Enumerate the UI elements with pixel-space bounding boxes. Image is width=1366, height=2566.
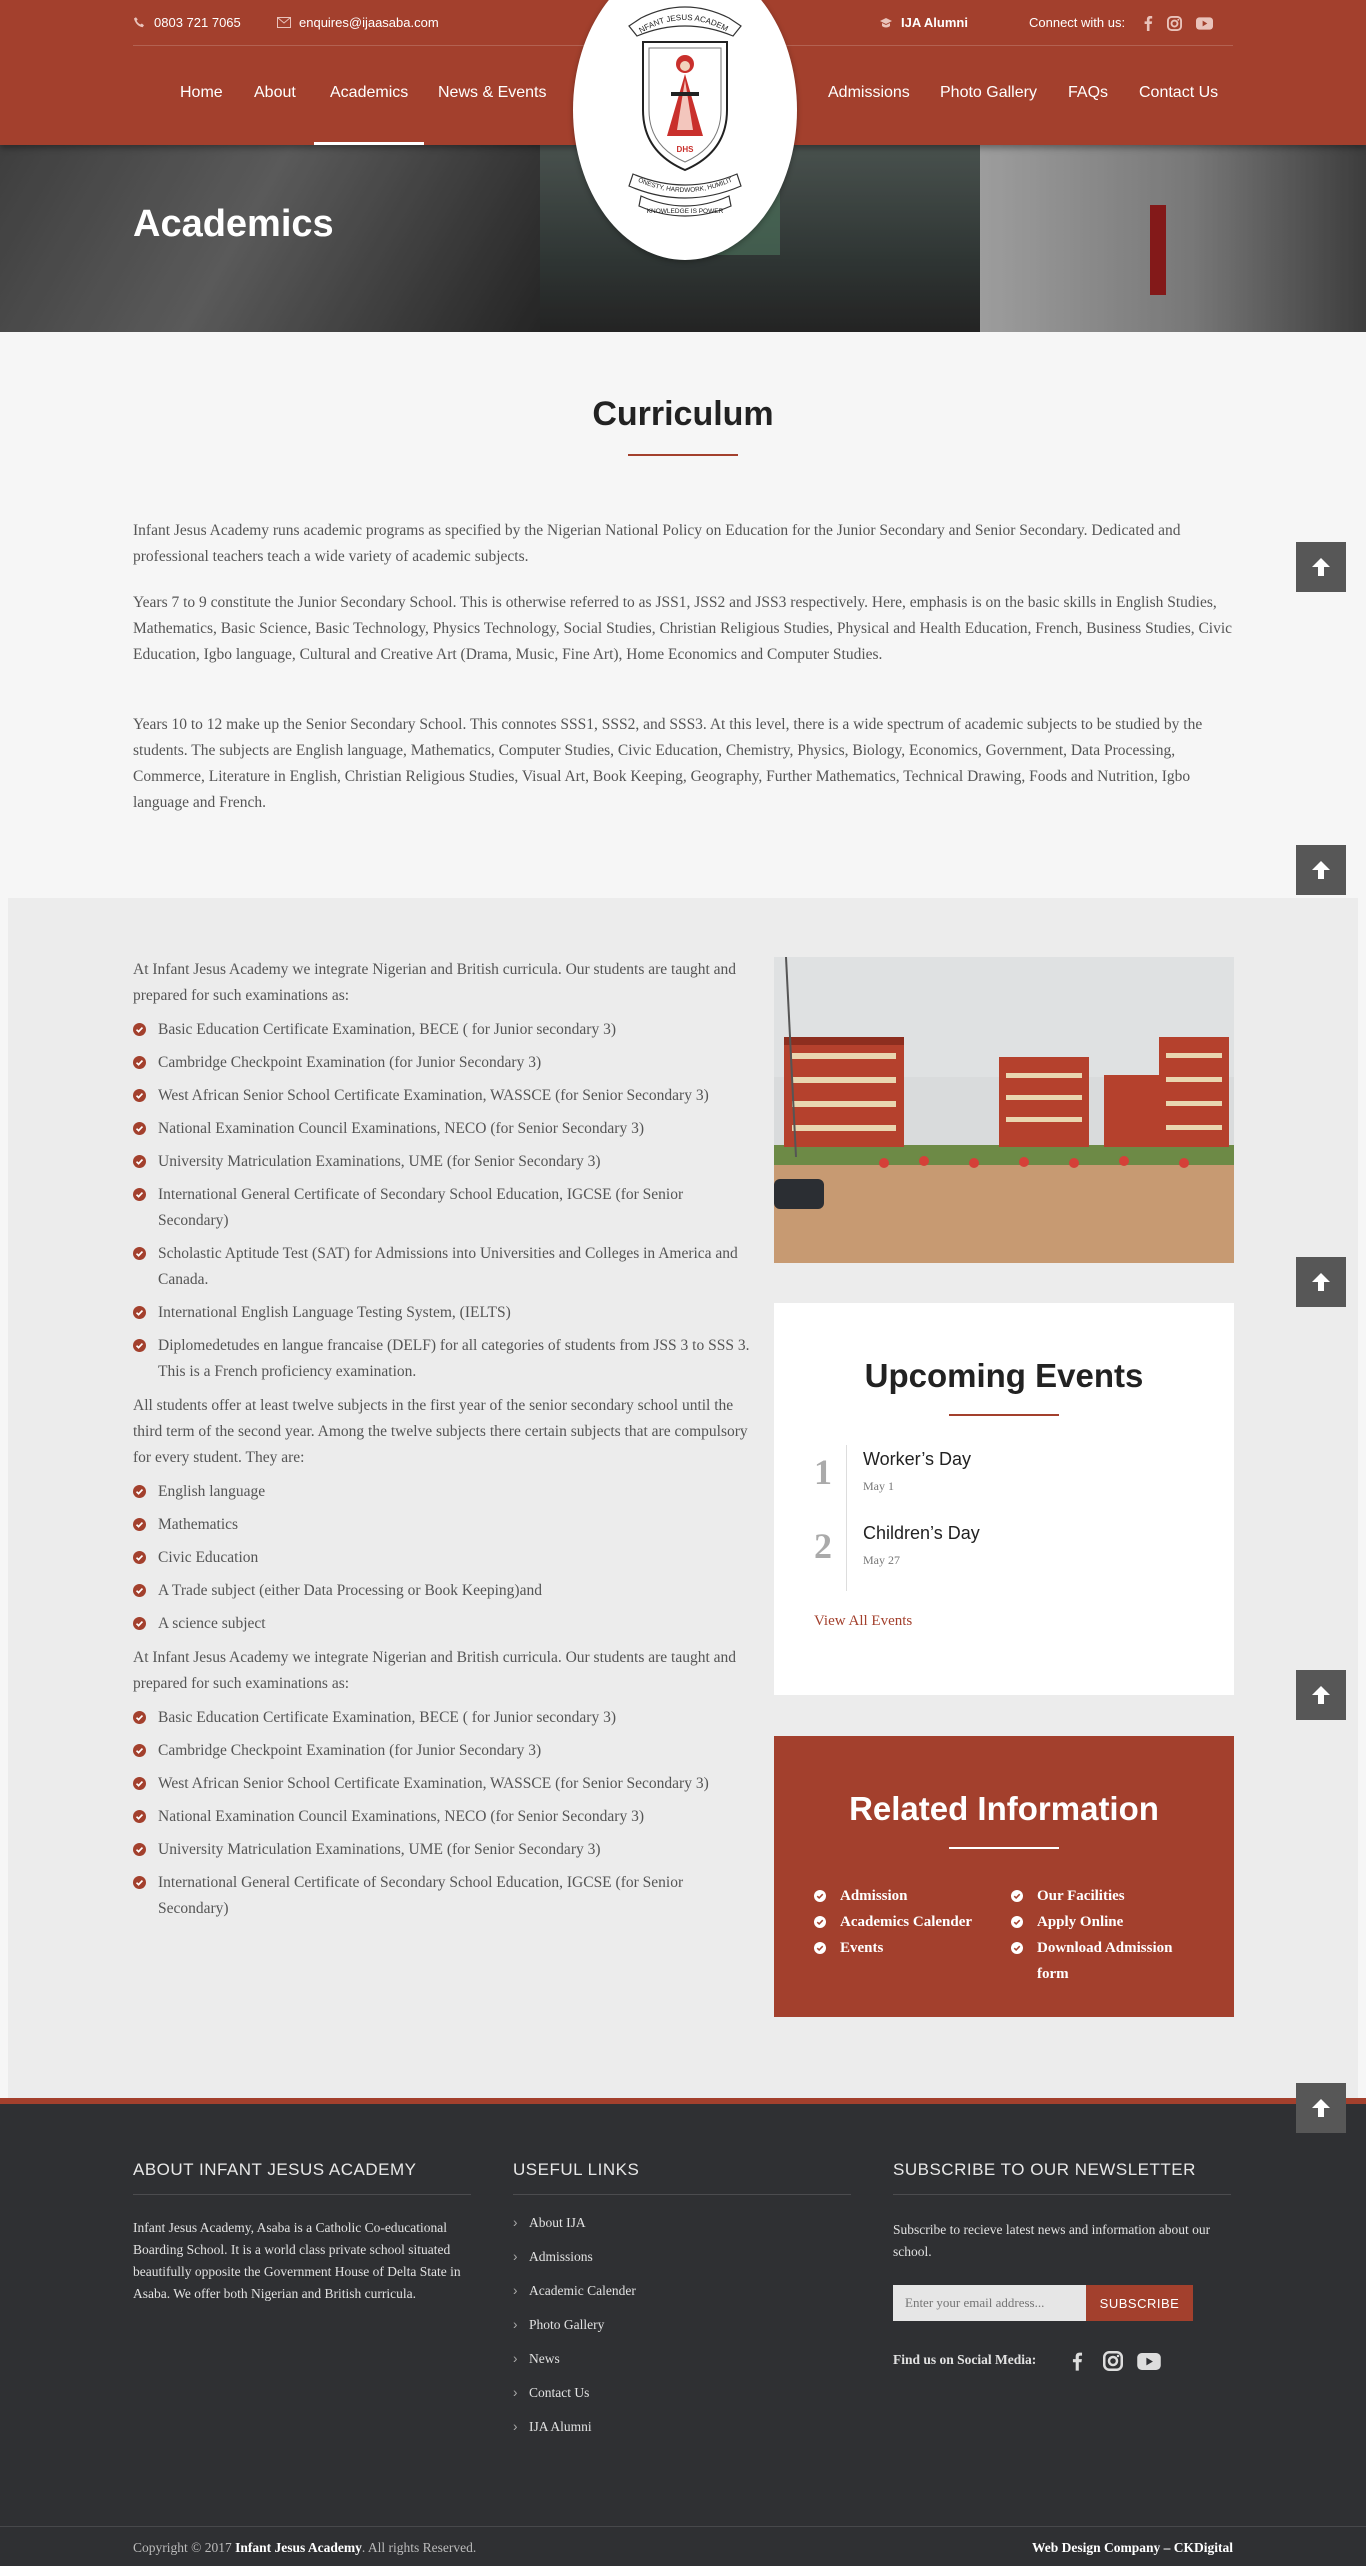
- check-circle-icon: [133, 1518, 146, 1531]
- list-item: Cambridge Checkpoint Examination (for Junior Secondary 3): [133, 1050, 753, 1076]
- scroll-top-button[interactable]: [1296, 1670, 1346, 1720]
- list-item: International General Certificate of Secondary School Education, IGCSE (for Senior Secondary): [133, 1870, 753, 1922]
- list-item: A science subject: [133, 1611, 753, 1637]
- list-item: West African Senior School Certificate Examination, WASSCE (for Senior Secondary 3): [133, 1083, 753, 1109]
- exams-list-2: [133, 1705, 753, 1922]
- list-item: Basic Education Certificate Examination, BECE ( for Junior secondary 3): [133, 1705, 753, 1731]
- chevron-right-icon: ›: [513, 2385, 518, 2400]
- footer-link-photo-gallery[interactable]: › Photo Gallery: [513, 2317, 605, 2332]
- check-circle-icon: [1011, 1916, 1023, 1928]
- related-link-academics-calender[interactable]: Academics Calender: [814, 1909, 1004, 1935]
- design-credit-link[interactable]: CKDigital: [1173, 2540, 1233, 2555]
- exams-intro-2: At Infant Jesus Academy we integrate Nigerian and British curricula. Our students are taught and prepared for such examinations as:: [133, 1649, 737, 1692]
- list-item: University Matriculation Examinations, UME (for Senior Secondary 3): [133, 1837, 753, 1863]
- scroll-top-button[interactable]: [1296, 845, 1346, 895]
- check-circle-icon: [133, 1485, 146, 1498]
- check-circle-icon: [133, 1023, 146, 1036]
- arrow-up-icon: [1310, 1271, 1332, 1293]
- curriculum-paragraph-1: Infant Jesus Academy runs academic programs as specified by the Nigerian National Policy on Education for the Junior Secondary and Senior Secondary. Dedicated and professional teachers teach a wide variety of academic subjects.: [133, 522, 1181, 565]
- social-links: [1143, 15, 1213, 31]
- related-title: Related Information: [849, 1790, 1159, 1827]
- subscribe-button[interactable]: SUBSCRIBE: [1086, 2285, 1193, 2321]
- nav-admissions[interactable]: Admissions: [828, 84, 910, 101]
- curriculum-paragraph-3: Years 10 to 12 make up the Senior Secondary School. This connotes SSS1, SSS2, and SSS3. At this level, there is a wide spectrum of academic subjects to be studied by the students. The subjects are English language, Mathematics, Computer Studies, Civic Education, Chemistry, Physics, Biology, Economics, Government, Data Processing, Commerce, Literature in English, Christian Religious Studies, Visual Art, Book Keeping, Geography, Further Mathematics, Technical Drawing, Foods and Nutrition, Igbo language and French.: [133, 716, 1203, 811]
- arrow-up-icon: [1310, 859, 1332, 881]
- facebook-icon[interactable]: [1071, 2351, 1083, 2376]
- arrow-up-icon: [1310, 2097, 1332, 2119]
- check-circle-icon: [133, 1188, 146, 1201]
- copyright-link[interactable]: Infant Jesus Academy: [235, 2540, 362, 2555]
- event-name[interactable]: Worker’s Day: [863, 1449, 972, 1469]
- check-circle-icon: [133, 1122, 146, 1135]
- check-circle-icon: [133, 1584, 146, 1597]
- arrow-up-icon: [1310, 556, 1332, 578]
- phone-icon: [133, 16, 146, 29]
- view-all-events-link[interactable]: View All Events: [814, 1613, 913, 1629]
- check-circle-icon: [133, 1617, 146, 1630]
- facebook-icon[interactable]: [1143, 15, 1153, 31]
- copyright: Copyright © 2017 Infant Jesus Academy. All rights Reserved.: [133, 2540, 477, 2555]
- related-link-admission[interactable]: Admission: [814, 1883, 1004, 1909]
- logo-motto-2: KNOWLEDGE IS POWER: [646, 208, 724, 215]
- scroll-top-button[interactable]: [1296, 1257, 1346, 1307]
- list-item: Mathematics: [133, 1512, 753, 1538]
- chevron-right-icon: ›: [513, 2283, 518, 2298]
- scroll-top-button[interactable]: [1296, 2083, 1346, 2133]
- email-contact[interactable]: [277, 15, 439, 30]
- email-icon: [277, 17, 291, 28]
- curriculum-title: Curriculum: [592, 395, 774, 433]
- chevron-right-icon: ›: [513, 2351, 518, 2366]
- check-circle-icon: [814, 1916, 826, 1928]
- related-title-underline: [949, 1847, 1059, 1849]
- list-item: National Examination Council Examinations, NECO (for Senior Secondary 3): [133, 1116, 753, 1142]
- check-circle-icon: [133, 1306, 146, 1319]
- newsletter-form: [893, 2285, 1193, 2321]
- title-underline: [628, 454, 738, 456]
- events-title: Upcoming Events: [864, 1357, 1144, 1394]
- compulsory-list: [133, 1479, 753, 1637]
- list-item: A Trade subject (either Data Processing or Book Keeping)and: [133, 1578, 753, 1604]
- compulsory-intro: All students offer at least twelve subjects in the first year of the senior secondary school until the third term of the second year. Among the twelve subjects there certain subjects that are compulsory for every student. They are:: [133, 1397, 748, 1466]
- nav-photo-gallery[interactable]: Photo Gallery: [940, 84, 1037, 101]
- check-circle-icon: [133, 1810, 146, 1823]
- check-circle-icon: [133, 1155, 146, 1168]
- related-information-widget: [774, 1736, 1234, 2017]
- check-circle-icon: [133, 1056, 146, 1069]
- footer-link-news[interactable]: › News: [513, 2351, 560, 2366]
- footer-newsletter-title: SUBSCRIBE TO OUR NEWSLETTER: [893, 2160, 1231, 2195]
- check-circle-icon: [133, 1744, 146, 1757]
- check-circle-icon: [133, 1876, 146, 1889]
- logo-motto-1: ONESTY, HARDWORK, HUMILIT: [636, 176, 734, 195]
- check-circle-icon: [133, 1711, 146, 1724]
- event-name[interactable]: Children’s Day: [863, 1523, 980, 1543]
- campus-photo: [774, 957, 1234, 1263]
- email-address: enquires@ijaasaba.com: [299, 15, 439, 30]
- list-item: English language: [133, 1479, 753, 1505]
- check-circle-icon: [133, 1777, 146, 1790]
- exams-intro-1: At Infant Jesus Academy we integrate Nigerian and British curricula. Our students are taught and prepared for such examinations as:: [133, 961, 737, 1004]
- footer-newsletter: [893, 2160, 1233, 2375]
- footer-link-contact-us[interactable]: › Contact Us: [513, 2385, 590, 2400]
- list-item: Cambridge Checkpoint Examination (for Junior Secondary 3): [133, 1738, 753, 1764]
- list-item: West African Senior School Certificate Examination, WASSCE (for Senior Secondary 3): [133, 1771, 753, 1797]
- list-item: Scholastic Aptitude Test (SAT) for Admissions into Universities and Colleges in America and Canada.: [133, 1241, 753, 1293]
- nav-contact-us[interactable]: Contact Us: [1139, 84, 1219, 101]
- check-circle-icon: [814, 1942, 826, 1954]
- arrow-up-icon: [1310, 1684, 1332, 1706]
- footer-link-academic-calender[interactable]: › Academic Calender: [513, 2283, 636, 2298]
- related-links-left: [814, 1883, 1004, 1961]
- alumni-icon: [879, 17, 893, 29]
- school-logo[interactable]: [573, 0, 797, 260]
- check-circle-icon: [133, 1339, 146, 1352]
- footer-useful-links: [513, 2160, 851, 2453]
- related-link-apply-online[interactable]: Apply Online: [1011, 1909, 1201, 1935]
- footer-about-text: Infant Jesus Academy, Asaba is a Catholic Co-educational Boarding School. It is a world class private school situated beautifully opposite the Government House of Delta State in Asaba. We offer both Nigerian and British curricula.: [133, 2220, 461, 2301]
- chevron-right-icon: ›: [513, 2419, 518, 2434]
- list-item: International English Language Testing System, (IELTS): [133, 1300, 753, 1326]
- list-item: Diplomedetudes en langue francaise (DELF) for all categories of students from JSS 3 to SSS 3. This is a French proficiency examination.: [133, 1333, 753, 1385]
- event-date: May 27: [863, 1553, 900, 1567]
- design-credit: Web Design Company – CKDigital: [1031, 2540, 1233, 2555]
- chevron-right-icon: ›: [513, 2317, 518, 2332]
- list-item: University Matriculation Examinations, UME (for Senior Secondary 3): [133, 1149, 753, 1175]
- examinations-section: [8, 898, 1358, 2098]
- phone-contact[interactable]: [133, 15, 241, 30]
- instagram-icon[interactable]: [1103, 2351, 1123, 2376]
- nav-home[interactable]: Home: [180, 84, 223, 101]
- check-circle-icon: [133, 1089, 146, 1102]
- footer-link-ija-alumni[interactable]: › IJA Alumni: [513, 2419, 592, 2434]
- footer-link-about-ija[interactable]: › About IJA: [513, 2215, 586, 2230]
- events-title-underline: [949, 1414, 1059, 1416]
- logo-top-text: NFANT JESUS ACADEM: [637, 12, 730, 35]
- check-circle-icon: [133, 1843, 146, 1856]
- school-crest: [573, 0, 797, 260]
- exams-list-1: [133, 1017, 753, 1385]
- social-media-label: Find us on Social Media:: [893, 2352, 1037, 2367]
- scroll-top-button[interactable]: [1296, 542, 1346, 592]
- check-circle-icon: [133, 1551, 146, 1564]
- logo-shield-text: DHS: [676, 145, 694, 154]
- curriculum-section: [0, 332, 1366, 898]
- connect-label: Connect with us:: [1029, 15, 1126, 30]
- chevron-right-icon: ›: [513, 2249, 518, 2264]
- footer-bottom-bar: [0, 2526, 1366, 2566]
- nav-about[interactable]: About: [254, 84, 296, 101]
- nav-faqs[interactable]: FAQs: [1068, 84, 1109, 101]
- footer-link-admissions[interactable]: › Admissions: [513, 2249, 593, 2264]
- list-item: Basic Education Certificate Examination, BECE ( for Junior secondary 3): [133, 1017, 753, 1043]
- curriculum-paragraph-2: Years 7 to 9 constitute the Junior Secondary School. This is otherwise referred to as JSS1, JSS2 and JSS3 respectively. Here, emphasis is on the basic skills in English Studies, Mathematics, Basic Science, Basic Technology, Physics Technology, Social Studies, Christian Religious Studies, Physical and Health Education, French, Business Studies, Civic Education, Igbo language, Cultural and Creative Art (Drama, Music, Fine Art), Home Economics and Computer Studies.: [133, 594, 1233, 663]
- check-circle-icon: [1011, 1942, 1023, 1954]
- footer-about-title: ABOUT INFANT JESUS ACADEMY: [133, 2160, 471, 2195]
- site-footer: [0, 2098, 1366, 2566]
- footer-links-title: USEFUL LINKS: [513, 2160, 851, 2195]
- upcoming-events-widget: [774, 1303, 1234, 1695]
- check-circle-icon: [133, 1247, 146, 1260]
- footer-links-list: [513, 2215, 851, 2453]
- related-link-events[interactable]: Events: [814, 1935, 1004, 1961]
- newsletter-text: Subscribe to recieve latest news and information about our school.: [893, 2222, 1211, 2259]
- list-item: International General Certificate of Secondary School Education, IGCSE (for Senior Secondary): [133, 1182, 753, 1234]
- youtube-icon[interactable]: [1196, 17, 1213, 30]
- check-circle-icon: [814, 1890, 826, 1902]
- nav-academics[interactable]: Academics: [330, 84, 409, 101]
- nav-news-events[interactable]: News & Events: [438, 84, 547, 101]
- event-number: 2: [814, 1526, 832, 1566]
- related-link-our-facilities[interactable]: Our Facilities: [1011, 1883, 1201, 1909]
- list-item: National Examination Council Examinations, NECO (for Senior Secondary 3): [133, 1804, 753, 1830]
- alumni-label: IJA Alumni: [901, 15, 968, 30]
- footer-social: [893, 2349, 1233, 2375]
- page-title: Academics: [133, 203, 334, 245]
- footer-about: [133, 2160, 473, 2305]
- related-link-download-admission-form[interactable]: Download Admission form: [1011, 1935, 1201, 1987]
- event-date: May 1: [863, 1479, 894, 1493]
- chevron-right-icon: ›: [513, 2215, 518, 2230]
- instagram-icon[interactable]: [1167, 16, 1182, 31]
- phone-number: 0803 721 7065: [154, 15, 241, 30]
- list-item: Civic Education: [133, 1545, 753, 1571]
- examinations-content: [133, 957, 753, 1930]
- newsletter-email-input[interactable]: [893, 2285, 1086, 2321]
- alumni-link[interactable]: [879, 15, 968, 30]
- related-links-right: [1011, 1883, 1201, 1987]
- youtube-icon[interactable]: [1137, 2353, 1161, 2375]
- event-number: 1: [814, 1452, 832, 1492]
- check-circle-icon: [1011, 1890, 1023, 1902]
